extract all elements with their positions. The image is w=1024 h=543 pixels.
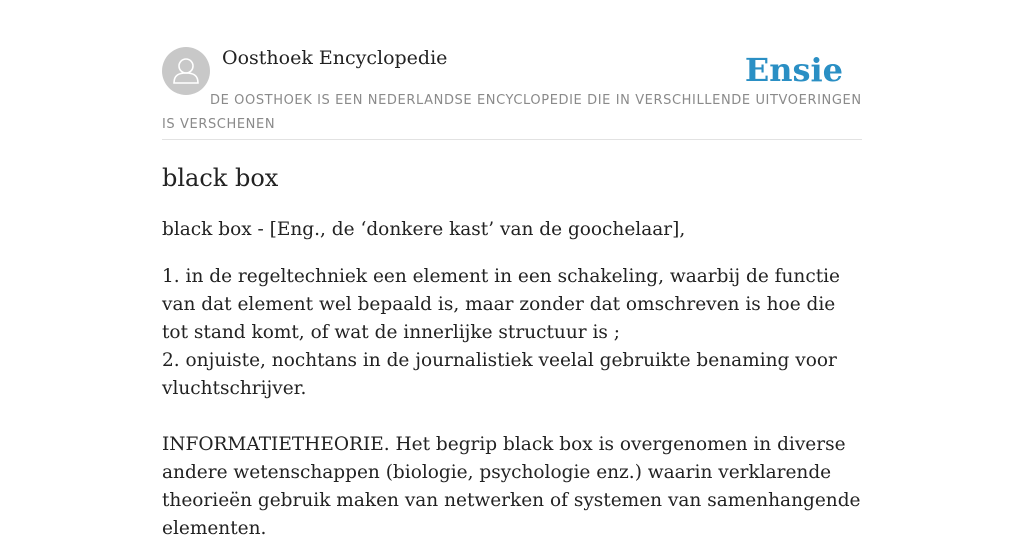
entry-lead: black box - [Eng., de ‘donkere kast’ van de goochelaar], — [162, 219, 686, 240]
source-name-link[interactable]: Oosthoek Encyclopedie — [222, 47, 448, 69]
definition-2: 2. onjuiste, nochtans in de journalistiek veelal gebruikte benaming voor vluchtschrijver. — [162, 350, 837, 399]
entry-title: black box — [162, 164, 279, 192]
header-divider — [162, 139, 862, 140]
source-tagline: DE OOSTHOEK IS EEN NEDERLANDSE ENCYCLOPEDIE DIE IN VERSCHILLENDE UITVOERINGEN IS VERSCHENEN — [162, 93, 862, 132]
brand-logo-link[interactable]: Ensie — [744, 51, 843, 89]
user-avatar-icon[interactable] — [162, 47, 210, 95]
person-outline-icon — [162, 47, 210, 95]
definition-1: 1. in de regeltechniek een element in een schakeling, waarbij de functie van dat element wel bepaald is, maar zonder dat omschreven is hoe die tot stand komt, of wat de innerlijke structuur is ; — [162, 266, 841, 343]
paragraph-gap — [162, 403, 862, 431]
entry-paragraph: INFORMATIETHEORIE. Het begrip black box is overgenomen in diverse andere wetenschappen (biologie, psychologie enz.) waarin verklarende theorieën gebruik maken van netwerken of systemen van samenhangende elementen. — [162, 434, 861, 539]
entry-content — [162, 216, 862, 543]
